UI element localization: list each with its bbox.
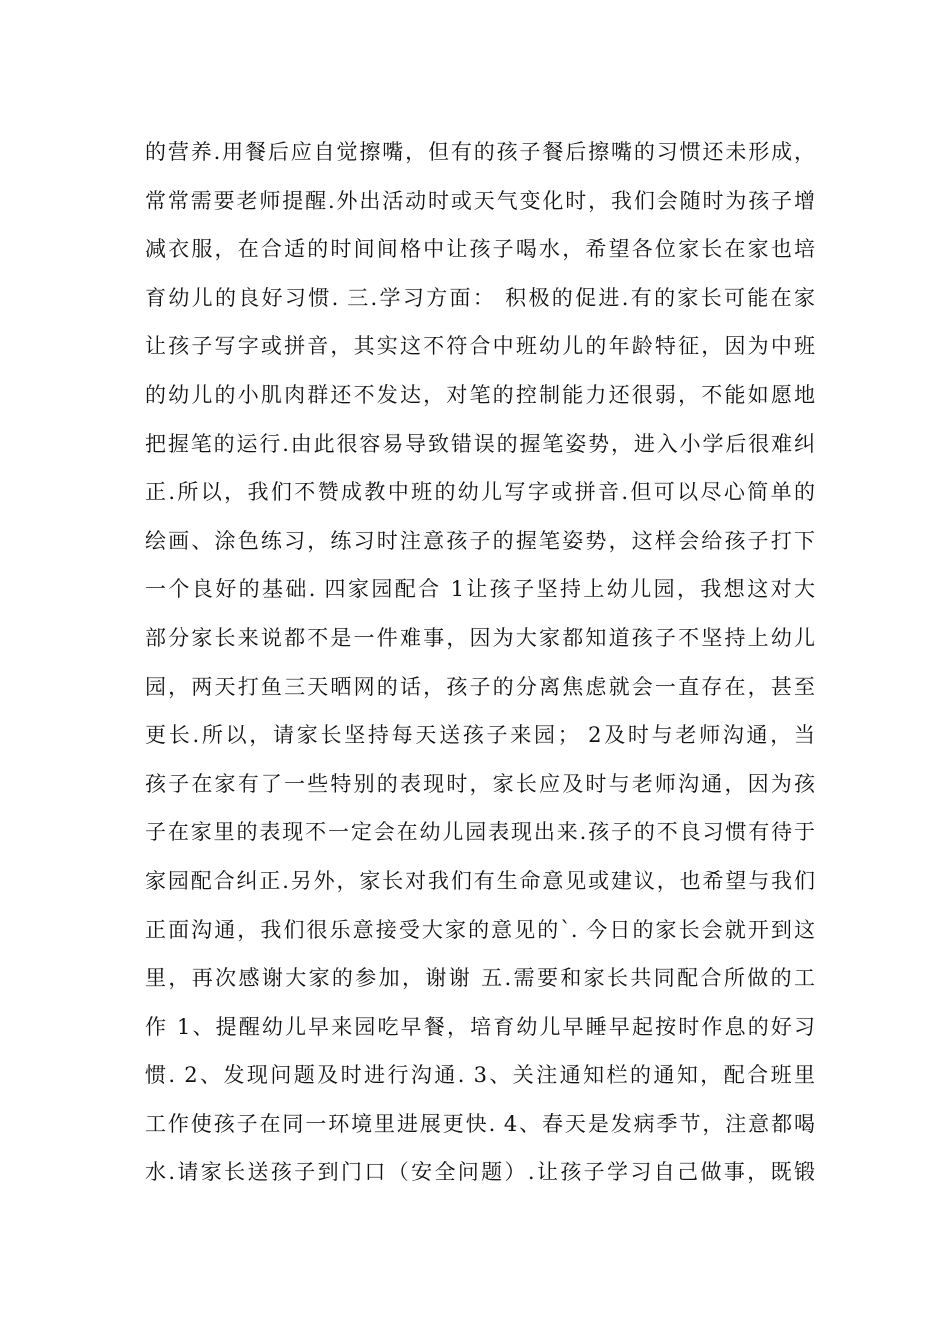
text-line: 作 1、提醒幼儿早来园吃早餐，培育幼儿早睡早起按时作息的好习 xyxy=(145,1014,815,1039)
text-line: 水.请家长送孩子到门口（安全问题）.让孩子学习自己做事，既锻 xyxy=(145,1160,815,1185)
text-line: 绘画、涂色练习，练习时注意孩子的握笔姿势，这样会给孩子打下 xyxy=(145,528,815,553)
text-line: 正面沟通，我们很乐意接受大家的意见的`. 今日的家长会就开到这 xyxy=(145,917,815,942)
text-line: 部分家长来说都不是一件难事，因为大家都知道孩子不坚持上幼儿 xyxy=(145,625,815,650)
text-line: 正.所以，我们不赞成教中班的幼儿写字或拼音.但可以尽心简单的 xyxy=(145,480,815,505)
text-line: 惯. 2、发现问题及时进行沟通. 3、关注通知栏的通知，配合班里 xyxy=(145,1063,815,1088)
text-line: 常常需要老师提醒.外出活动时或天气变化时，我们会随时为孩子增 xyxy=(145,188,815,213)
text-line: 更长.所以，请家长坚持每天送孩子来园； 2及时与老师沟通，当 xyxy=(145,723,815,748)
text-line: 家园配合纠正.另外，家长对我们有生命意见或建议，也希望与我们 xyxy=(145,868,815,893)
text-line: 育幼儿的良好习惯. 三.学习方面： 积极的促进.有的家长可能在家 xyxy=(145,285,815,310)
text-line: 一个良好的基础. 四家园配合 1让孩子坚持上幼儿园，我想这对大 xyxy=(145,577,815,602)
text-line: 让孩子写字或拼音，其实这不符合中班幼儿的年龄特征，因为中班 xyxy=(145,334,815,359)
text-line: 里，再次感谢大家的参加，谢谢 五.需要和家长共同配合所做的工 xyxy=(145,966,815,991)
text-line: 的幼儿的小肌肉群还不发达，对笔的控制能力还很弱，不能如愿地 xyxy=(145,382,815,407)
text-line: 园，两天打鱼三天晒网的话，孩子的分离焦虑就会一直存在，甚至 xyxy=(145,674,815,699)
text-line: 孩子在家有了一些特别的表现时，家长应及时与老师沟通，因为孩 xyxy=(145,771,815,796)
text-line: 工作使孩子在同一环境里进展更快. 4、春天是发病季节，注意都喝 xyxy=(145,1111,815,1136)
text-line: 的营养.用餐后应自觉擦嘴，但有的孩子餐后擦嘴的习惯还未形成， xyxy=(145,140,815,164)
body-text xyxy=(145,128,815,1197)
text-line: 子在家里的表现不一定会在幼儿园表现出来.孩子的不良习惯有待于 xyxy=(145,820,815,845)
text-line: 把握笔的运行.由此很容易导致错误的握笔姿势，进入小学后很难纠 xyxy=(145,431,815,456)
text-line: 减衣服，在合适的时间间格中让孩子喝水，希望各位家长在家也培 xyxy=(145,237,815,262)
